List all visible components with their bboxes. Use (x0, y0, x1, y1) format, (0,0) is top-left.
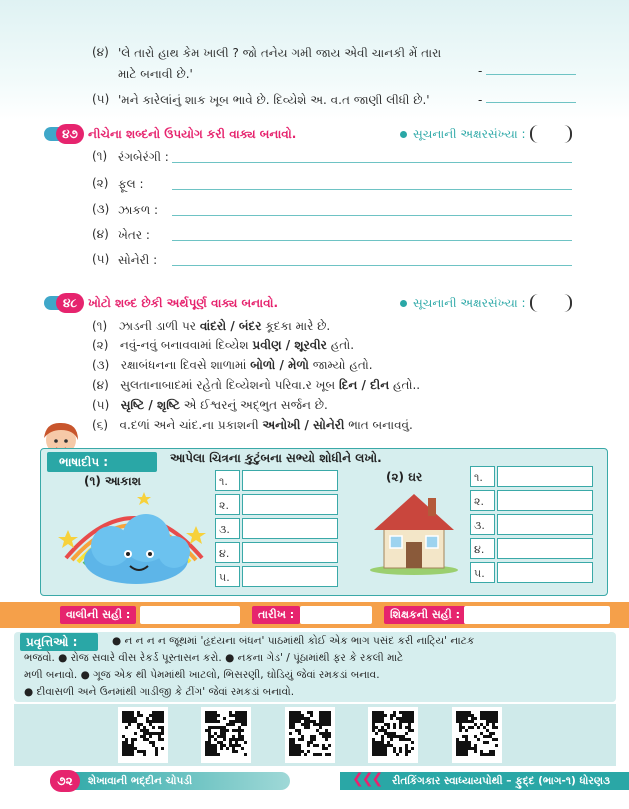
qr-code-3-icon[interactable] (285, 707, 335, 763)
s48-item-4-pre: સુલતાનાબાદમાં રહેતો દિવ્યેશનો પરિવા.ર ખૂબ (120, 378, 339, 392)
picture-1-row-5-number: ૫. (215, 566, 240, 587)
picture-2-row-4-number: ૪. (470, 538, 495, 559)
s47-item-1-answer-line[interactable] (172, 162, 572, 163)
s48-item-5-post: એ ઈશ્વરનું અદ્ભુત સર્જન છે. (179, 398, 328, 412)
activity-line-4: ● દીવાસળી અને ઉનમાંથી ગાડીજી કે ટીંગ' જેવાં રમકડાં બનાવો. (24, 686, 295, 698)
s48-item-5-number: (૫) (92, 398, 110, 412)
s48-item-5-choice[interactable]: સૃષ્ટિ / શૃષ્ટિ (120, 398, 180, 412)
s48-item-2 (92, 337, 354, 353)
s48-item-4 (92, 377, 420, 393)
s48-item-3-pre: રક્ષાબંધનના દિવસે શાળામાં (120, 358, 251, 372)
s47-item-1-word: રંગબેરંગી : (118, 150, 169, 164)
s47-item-5-word: સોનેરી : (118, 253, 158, 267)
s48-item-2-post: હતો. (326, 338, 355, 352)
picture-2-row-4-answer-box[interactable] (497, 538, 593, 559)
picture-1-row-3-number: ૩. (215, 518, 240, 539)
s47-item-4-number: (૪) (92, 227, 109, 241)
section-47-title: નીચેના શબ્દનો ઉપયોગ કરી વાક્ય બનાવો. (88, 127, 297, 141)
s48-item-5 (92, 397, 328, 413)
picture-1-row-1-number: ૧. (215, 470, 240, 491)
bhashadeep-tag: ભાષાદીપ : (47, 452, 157, 472)
s48-item-3-post: જામ્યો હતો. (308, 358, 373, 372)
qr-code-4-icon[interactable] (368, 707, 418, 763)
date-label: તારીખ : (252, 606, 300, 624)
picture-2-row-3-number: ૩. (470, 514, 495, 535)
qr-code-2-icon[interactable] (201, 707, 251, 763)
s48-item-4-choice[interactable]: દિન / દીન (338, 378, 390, 392)
section-48-count-label: સૂચનાની અક્ષરસંખ્યા : (413, 296, 526, 310)
section-47-count-label: સૂચનાની અક્ષરસંખ્યા : (413, 127, 526, 141)
picture-1-row-1-answer-box[interactable] (242, 470, 338, 491)
picture-2-row-5-answer-box[interactable] (497, 562, 593, 583)
activities-tag: પ્રવૃત્તિઓ : (20, 633, 98, 651)
top-item-5-dash: - (478, 93, 483, 107)
house-illustration-icon (366, 486, 462, 576)
activity-line-3: મળી બનાવો. ● ગૂજ એક થી પેમમાંથી ખાટલો, ભિસરણી, ઘોડિયું જેવાં રમકડાં બનાવ. (24, 669, 380, 681)
teacher-signature-label: શિક્ષકની સહી : (384, 606, 466, 624)
section-48-count-box[interactable] (530, 294, 572, 312)
top-item-4-answer-line[interactable] (486, 74, 576, 75)
picture-2-row-3-answer-box[interactable] (497, 514, 593, 535)
section-48-bullet (400, 300, 407, 307)
s48-item-1-number: (૧) (92, 319, 108, 333)
s48-item-3 (92, 357, 373, 373)
picture-2-row-1-number: ૧. (470, 466, 495, 487)
s48-item-3-number: (૩) (92, 358, 110, 372)
picture-1-row-2-number: ૨. (215, 494, 240, 515)
footer-chevrons-icon: ❮❮❮ (352, 771, 382, 787)
s48-item-1-pre: ઝાડની ડાળી પર (118, 319, 200, 333)
picture-1-row-5-answer-box[interactable] (242, 566, 338, 587)
picture-1-row-2-answer-box[interactable] (242, 494, 338, 515)
s48-item-2-number: (૨) (92, 338, 109, 352)
s47-item-5-number: (૫) (92, 252, 110, 266)
picture-1-row-3-answer-box[interactable] (242, 518, 338, 539)
s48-item-1-post: કૂદકા મારે છે. (261, 319, 331, 333)
s48-item-3-choice[interactable]: બોળો / મેળો (250, 358, 309, 372)
parent-signature-box[interactable] (140, 606, 240, 624)
s48-item-6 (92, 417, 413, 433)
picture-2-row-2-number: ૨. (470, 490, 495, 511)
s48-item-2-choice[interactable]: પ્રવીણ / શૂરવીર (252, 338, 327, 352)
s48-item-1 (92, 318, 330, 334)
s48-item-4-number: (૪) (92, 378, 109, 392)
footer-right-text: રીતકિંગકાર સ્વાધ્યાયપોથી – ફુદ્દ (ભાગ-૧) ધોરણ૩ (392, 775, 610, 787)
qr-code-5-icon[interactable] (452, 707, 502, 763)
page-number: ૭૨ (50, 770, 80, 792)
top-item-4-dash: - (478, 64, 483, 78)
s47-item-2-answer-line[interactable] (172, 189, 572, 190)
activity-line-2: ભજવો. ● રોજ સવારે વીસ રેકર્ડ પૂસ્તાસન કરો. ● નકના ગેડ' / પૂંઠામાંથી ફર કે રકલી માટે (24, 652, 404, 664)
s47-item-3-number: (૩) (92, 202, 110, 216)
picture-1-row-4-answer-box[interactable] (242, 542, 338, 563)
qr-code-1-icon[interactable] (118, 707, 168, 763)
top-item-4-line1: 'લે તારો હાથ કેમ ખાલી ? જો તનેય ગમી જાય એવી ચાનકી મેં તારા (118, 46, 442, 60)
picture-2-row-2-answer-box[interactable] (497, 490, 593, 511)
section-48-title: ખોટો શબ્દ છેકી અર્થપૂર્ણ વાક્ય બનાવો. (88, 296, 279, 310)
picture-1-title: (૧) આકાશ (84, 474, 141, 488)
bhashadeep-instruction: આપેલા ચિત્રના કુટુંબના સભ્યો શોધીને લખો. (170, 451, 382, 465)
picture-2-title: (૨) ઘર (386, 470, 423, 484)
s48-item-1-choice[interactable]: વાંદરો / બંદર (199, 319, 262, 333)
s47-item-4-answer-line[interactable] (172, 240, 572, 241)
parent-signature-label: વાલીની સહી : (60, 606, 136, 624)
s48-item-6-post: ભાત બનાવવું. (344, 418, 413, 432)
date-box[interactable] (300, 606, 372, 624)
s48-item-6-choice[interactable]: અનોખી / સોનેરી (262, 418, 345, 432)
top-item-5-number: (૫) (92, 92, 110, 106)
s47-item-2-number: (૨) (92, 176, 109, 190)
s47-item-1-number: (૧) (92, 149, 108, 163)
s48-item-6-number: (૬) (92, 418, 109, 432)
picture-2-row-5-number: ૫. (470, 562, 495, 583)
picture-1-row-4-number: ૪. (215, 542, 240, 563)
s47-item-3-word: ઝાકળ : (118, 203, 159, 217)
footer-left-text: શેખાવાની ભદ્દીન ચોપડી (88, 775, 193, 787)
sky-cloud-illustration-icon (56, 488, 212, 588)
s48-item-2-pre: નવું-નવું બનાવવામાં દિવ્યેશ (119, 338, 253, 352)
picture-2-row-1-answer-box[interactable] (497, 466, 593, 487)
top-item-5-answer-line[interactable] (486, 102, 576, 103)
s48-item-4-post: હતો.. (389, 378, 421, 392)
section-48-badge: ૪૮ (56, 293, 84, 313)
top-item-5-line1: 'મને કારેલાંનું શાક ખૂબ ભાવે છે. દિવ્યેશે અ. વ.ત જાણી લીધી છે.' (118, 93, 430, 107)
top-item-4-line2: માટે બનાવી છે.' (118, 67, 193, 81)
s47-item-4-word: ખેતર : (118, 228, 150, 242)
activity-line-1: ● ન ન ન ન જૂથમાં 'હૃદયના બંધન' પાઠમાંથી કોઈ એક ભાગ પસંદ કરી નાટ્યિ' નાટક (112, 635, 475, 647)
teacher-signature-box[interactable] (464, 606, 610, 624)
s47-item-3-answer-line[interactable] (172, 215, 572, 216)
s48-item-6-pre: વ.દળાં અને ચાંદ.ના પ્રકાશની (119, 418, 263, 432)
section-47-count-box[interactable] (530, 125, 572, 143)
section-47-badge: ૪૭ (56, 124, 84, 144)
s47-item-2-word: ફૂલ : (118, 177, 144, 191)
s47-item-5-answer-line[interactable] (172, 265, 572, 266)
section-47-bullet (400, 131, 407, 138)
top-item-4-number: (૪) (92, 45, 109, 59)
